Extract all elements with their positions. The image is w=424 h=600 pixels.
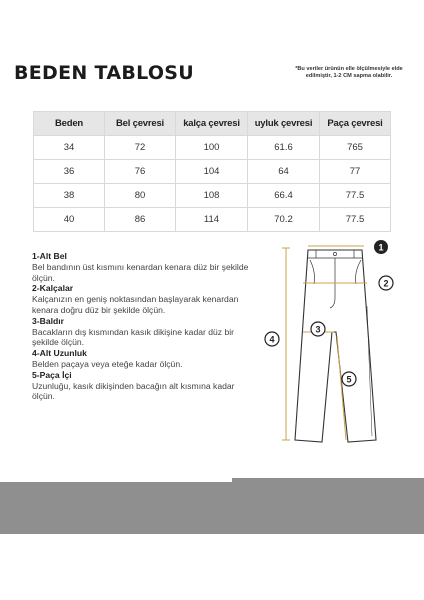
marker-5 — [342, 372, 356, 386]
instruction-heading: 4-Alt Uzunluk — [32, 348, 87, 359]
table-cell: 34 — [34, 136, 105, 160]
instruction-step — [32, 316, 252, 348]
trousers-outline — [295, 250, 376, 442]
bottom-gray-band — [0, 482, 424, 534]
instruction-step — [32, 251, 252, 283]
table-row — [34, 208, 391, 232]
instruction-text: Bacakların dış kısmından kasık dikişine kadar düz bir şekilde ölçün. — [32, 326, 235, 348]
instruction-step — [32, 283, 252, 315]
marker-label: 3 — [315, 324, 321, 335]
marker-2 — [379, 276, 393, 290]
table-cell: 104 — [176, 160, 248, 184]
table-cell: 70.2 — [248, 208, 320, 232]
marker-label: 4 — [269, 334, 275, 345]
trousers-measurement-diagram — [262, 236, 400, 448]
instruction-text: Bel bandının üst kısmını kenardan kenara düz bir şekilde ölçün. — [32, 261, 249, 283]
header-cell: kalça çevresi — [176, 112, 248, 136]
table-cell: 61.6 — [248, 136, 320, 160]
header-cell: Beden — [34, 112, 105, 136]
table-row — [34, 184, 391, 208]
table-cell: 66.4 — [248, 184, 320, 208]
gray-band-notch — [232, 478, 424, 482]
table-cell: 86 — [105, 208, 176, 232]
instruction-text: Belden paçaya veya eteğe kadar ölçün. — [32, 358, 183, 369]
marker-label: 5 — [346, 374, 352, 385]
marker-label: 1 — [378, 242, 384, 253]
table-cell: 38 — [34, 184, 105, 208]
table-cell: 77.5 — [320, 208, 391, 232]
table-row — [34, 160, 391, 184]
table-cell: 77 — [320, 160, 391, 184]
table-cell: 80 — [105, 184, 176, 208]
instruction-step — [32, 370, 252, 402]
table-cell: 100 — [176, 136, 248, 160]
table-cell: 76 — [105, 160, 176, 184]
instruction-heading: 2-Kalçalar — [32, 283, 74, 294]
marker-1 — [374, 240, 388, 254]
marker-4 — [265, 332, 279, 346]
measurement-instructions — [32, 251, 252, 402]
table-cell: 40 — [34, 208, 105, 232]
instruction-step — [32, 348, 252, 370]
page-title: BEDEN TABLOSU — [14, 62, 194, 84]
header-cell: Paça çevresi — [320, 112, 391, 136]
table-row — [34, 136, 391, 160]
header-cell: Bel çevresi — [105, 112, 176, 136]
instruction-heading: 3-Baldır — [32, 315, 64, 326]
instruction-text: Kalçanızın en geniş noktasından başlayarak kenardan kenara doğru düz bir şekilde ölçün. — [32, 294, 239, 315]
instruction-heading: 5-Paça İçi — [32, 369, 72, 380]
marker-3 — [311, 322, 325, 336]
size-table — [33, 111, 391, 232]
header-cell: uyluk çevresi — [248, 112, 320, 136]
table-cell: 72 — [105, 136, 176, 160]
table-cell: 36 — [34, 160, 105, 184]
table-cell: 765 — [320, 136, 391, 160]
marker-label: 2 — [383, 278, 389, 289]
table-header-row — [34, 112, 391, 136]
table-cell: 64 — [248, 160, 320, 184]
table-cell: 77.5 — [320, 184, 391, 208]
table-cell: 114 — [176, 208, 248, 232]
instruction-text: Uzunluğu, kasık dikişinden bacağın alt kısmına kadar ölçün. — [32, 380, 235, 402]
measurement-note: *Bu veriler ürünün elle ölçülmesiyle elde edilmiştir, 1-2 CM sapma olabilir. — [295, 66, 403, 79]
table-cell: 108 — [176, 184, 248, 208]
instruction-heading: 1-Alt Bel — [32, 251, 67, 261]
